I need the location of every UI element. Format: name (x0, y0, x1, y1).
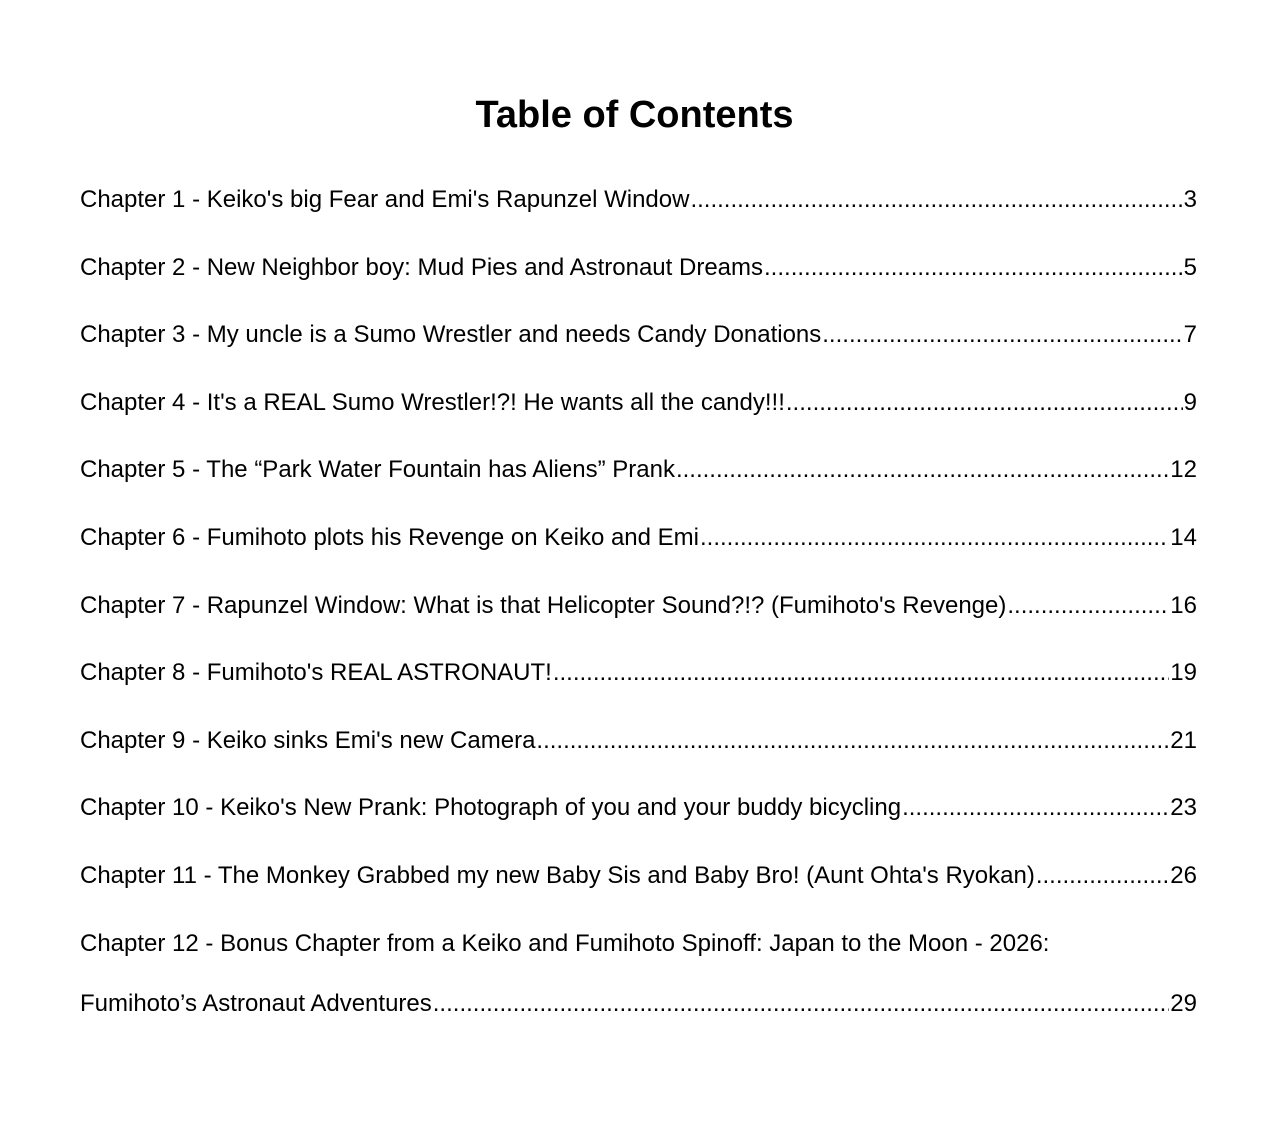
toc-entry-page-number: 19 (1170, 659, 1197, 687)
dot-leader (764, 246, 1183, 290)
toc-entry-chapter-3[interactable] (80, 313, 1197, 357)
toc-entry-label: Chapter 6 - Fumihoto plots his Revenge on Keiko and Emi (80, 523, 699, 551)
toc-entry-chapter-12[interactable] (80, 922, 1197, 1026)
dot-leader (902, 786, 1169, 830)
dot-leader (1007, 584, 1169, 628)
toc-entry-label: Chapter 10 - Keiko's New Prank: Photograph of you and your buddy bicycling (80, 794, 902, 822)
toc-entry-chapter-11[interactable] (80, 854, 1197, 898)
toc-entry-page-number: 7 (1183, 321, 1197, 349)
dot-leader (690, 178, 1182, 222)
toc-entry-last-line (80, 982, 1197, 1026)
toc-entry-label: Chapter 7 - Rapunzel Window: What is that Helicopter Sound?!? (Fumihoto's Revenge) (80, 591, 1007, 619)
toc-entry-label: Chapter 11 - The Monkey Grabbed my new Baby Sis and Baby Bro! (Aunt Ohta's Ryokan) (80, 861, 1035, 889)
toc-entry-chapter-6[interactable] (80, 516, 1197, 560)
toc-entry-page-number: 26 (1170, 861, 1197, 889)
dot-leader (1036, 854, 1169, 898)
toc-entry-chapter-7[interactable] (80, 584, 1197, 628)
page-title: Table of Contents (475, 94, 794, 136)
toc-entry-page-number: 21 (1170, 726, 1197, 754)
toc-entry-page-number: 3 (1183, 186, 1197, 213)
toc-entry-chapter-1[interactable] (80, 178, 1197, 222)
toc-entry-chapter-2[interactable] (80, 246, 1197, 290)
toc-entry-chapter-8[interactable] (80, 651, 1197, 695)
table-of-contents (80, 178, 1197, 1026)
dot-leader (536, 719, 1169, 763)
toc-entry-label: Chapter 4 - It's a REAL Sumo Wrestler!?! He wants all the candy!!! (80, 388, 785, 416)
toc-entry-page-number: 29 (1170, 989, 1197, 1017)
dot-leader (433, 982, 1170, 1026)
toc-entry-chapter-10[interactable] (80, 786, 1197, 830)
toc-entry-page-number: 14 (1170, 523, 1197, 551)
toc-entry-page-number: 9 (1183, 388, 1197, 416)
toc-entry-chapter-4[interactable] (80, 381, 1197, 425)
toc-entry-label-line-1: Chapter 12 - Bonus Chapter from a Keiko and Fumihoto Spinoff: Japan to the Moon - 2026: (80, 929, 1050, 957)
toc-entry-page-number: 23 (1170, 794, 1197, 822)
dot-leader (553, 651, 1169, 695)
toc-entry-label: Chapter 5 - The “Park Water Fountain has Aliens” Prank (80, 456, 675, 484)
toc-entry-page-number: 12 (1170, 456, 1197, 484)
toc-entry-label: Chapter 9 - Keiko sinks Emi's new Camera (80, 726, 536, 754)
dot-leader (700, 516, 1169, 560)
toc-entry-page-number: 5 (1183, 253, 1197, 281)
dot-leader (676, 448, 1169, 492)
toc-entry-label: Chapter 8 - Fumihoto's REAL ASTRONAUT! (80, 659, 552, 687)
toc-entry-chapter-5[interactable] (80, 448, 1197, 492)
dot-leader (822, 313, 1182, 357)
toc-entry-chapter-9[interactable] (80, 719, 1197, 763)
toc-entry-label-line-2: Fumihoto’s Astronaut Adventures (80, 989, 432, 1017)
toc-entry-page-number: 16 (1170, 591, 1197, 619)
toc-entry-label: Chapter 2 - New Neighbor boy: Mud Pies and Astronaut Dreams (80, 253, 764, 281)
toc-entry-label: Chapter 1 - Keiko's big Fear and Emi's Rapunzel Window (80, 186, 690, 213)
toc-entry-label: Chapter 3 - My uncle is a Sumo Wrestler and needs Candy Donations (80, 321, 822, 349)
dot-leader (786, 381, 1183, 425)
